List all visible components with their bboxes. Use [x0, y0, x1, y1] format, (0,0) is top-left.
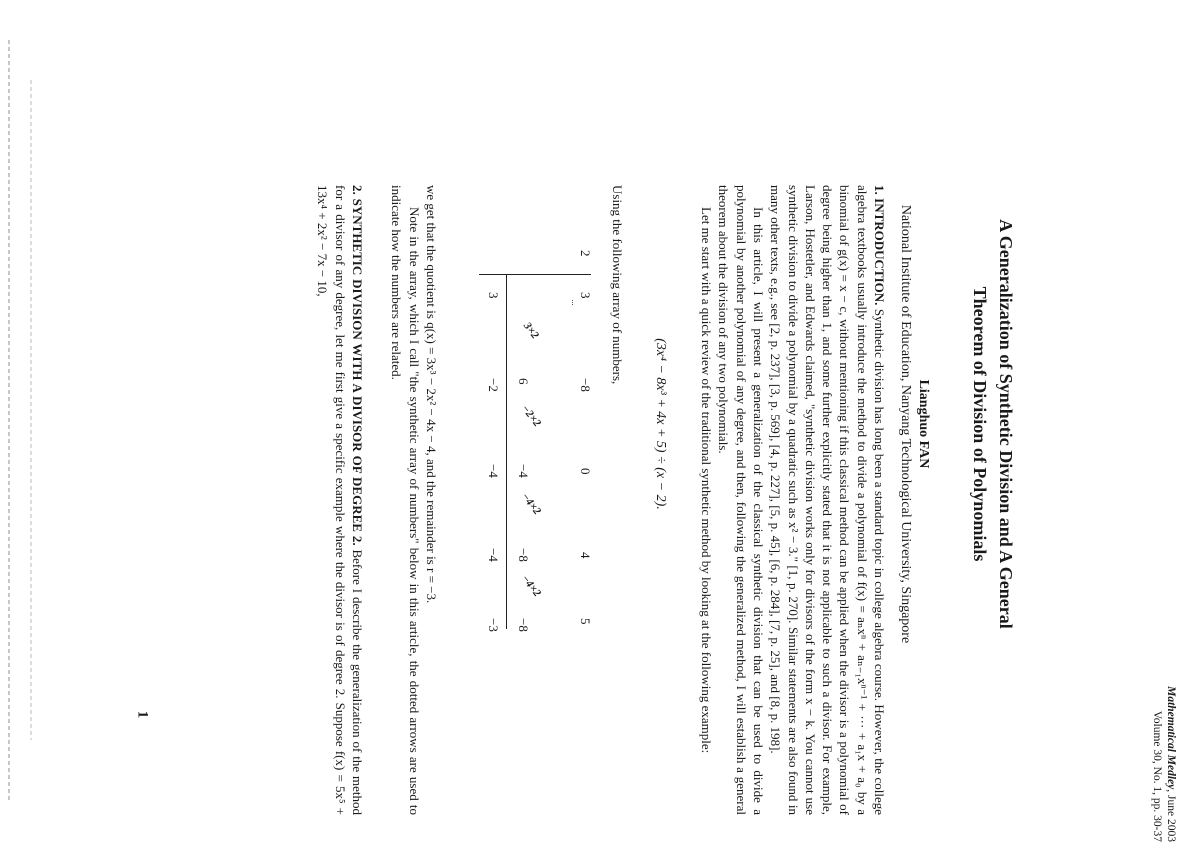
array-mid-cell: −4 [516, 464, 531, 478]
array-divisor: 2 [578, 250, 593, 257]
author-affiliation: National Institute of Education, Nanyang Technological University, Singapore [897, 204, 913, 644]
journal-volume: Volume 30, No. 1, pp. 30-37 [1150, 710, 1163, 842]
journal-name: Mathematical Medley [1165, 686, 1177, 790]
example-expression: (3x⁴ − 8x³ + 4x + 5) ÷ (x − 2). [653, 338, 668, 510]
array-vertical-line [479, 274, 591, 275]
array-bottom-cell: −2 [486, 378, 501, 392]
array-top-cell: 4 [578, 552, 593, 559]
author-name: Lianghuo FAN [916, 379, 931, 469]
array-mid-cell: 6 [516, 378, 531, 385]
section-2-paragraph: Before I describe the generalization of the method for a divisor of any degree, let me first give a specific example where the divisor is of degree 2. Suppose f(x) = 5x⁵ + 13x⁴ + 2x² − 7x − 10, [315, 185, 365, 815]
array-bottom-cell: 3 [486, 292, 501, 299]
page-number: 1 [134, 710, 151, 719]
author-block [896, 0, 932, 848]
section-2-heading: 2. SYNTHETIC DIVISION WITH A DIVISOR OF DEGREE 2. [350, 185, 365, 546]
array-bottom-cell: −4 [486, 548, 501, 562]
intro-paragraph-2: In this article, I will present a generalization of the classical synthetic division that can be used to divide a polynomial by another polynomial of any degree, and then, following the generalized method, I will establish a general theorem about the division of any two polynomials. [716, 185, 767, 815]
array-annotation: −4×2 [518, 490, 544, 518]
journal-date: , June 2003 [1165, 789, 1177, 842]
journal-header [1149, 686, 1178, 842]
array-annotation: −4×2 [518, 572, 544, 600]
section-2 [314, 185, 366, 815]
title-line-1: A Generalization of Synthetic Division and A General [996, 219, 1016, 629]
array-mid-cell: −8 [516, 548, 531, 562]
note-paragraph: Note in the array, which I call "the synthetic array of numbers" below in this article, the dotted arrows are used to indicate how the numbers are related. [389, 185, 422, 815]
intro-paragraph-1: Synthetic division has long been a standard topic in college algebra course. However, the college algebra textbooks usually introduce the method to divide a polynomial of f(x) = aₙxⁿ + aₙ₋₁xⁿ⁻¹ + ··· + a₁x + a₀ by a binomial of g(x) = x − c, without mentioning if this classical method can be applied when the divisor is a polynomial of degree being higher than 1, and some further explicitly stated that it is not applicable to such a divisor. For example, Larson, Hostetler, and Edwards claimed, "synthetic division works only for divisors of the form x − k. You cannot use synthetic division to divide a polynomial by a quadratic such as x² − 3." [1, p. 270]. Similar statements are also found in many other texts, e.g., see [2, p. 237], [3, p. 569], [4, p. 227], [5, p. 45], [6, p. 284], [7, p. 25], and [8, p. 198]. [768, 185, 887, 816]
array-bottom-cell: −3 [486, 618, 501, 632]
using-text: Using the following array of numbers, [610, 185, 625, 385]
title-line-2: Theorem of Division of Polynomials [970, 286, 991, 562]
synthetic-array [457, 240, 597, 640]
array-annotation: −2×2 [518, 402, 544, 430]
quotient-paragraph: we get that the quotient is q(x) = 3x³ − 2x² − 4x − 4, and the remainder is r = −3. [424, 185, 439, 604]
array-top-cell: 0 [578, 468, 593, 475]
array-top-cell: 3 [578, 292, 593, 299]
array-mid-cell: −8 [516, 618, 531, 632]
quotient-section [388, 185, 440, 815]
array-bottom-cell: −4 [486, 464, 501, 478]
array-annotation: 3×2 [520, 320, 542, 342]
array-top-cell: 5 [578, 618, 593, 625]
intro-paragraph-3: Let me start with a quick review of the traditional synthetic method by looking at the following example: [699, 207, 715, 754]
introduction-section [698, 185, 888, 815]
intro-heading: 1. INTRODUCTION. [872, 185, 887, 306]
array-top-cell: −8 [578, 378, 593, 392]
array-horizontal-line [506, 274, 507, 629]
paper-title [967, 0, 1018, 848]
